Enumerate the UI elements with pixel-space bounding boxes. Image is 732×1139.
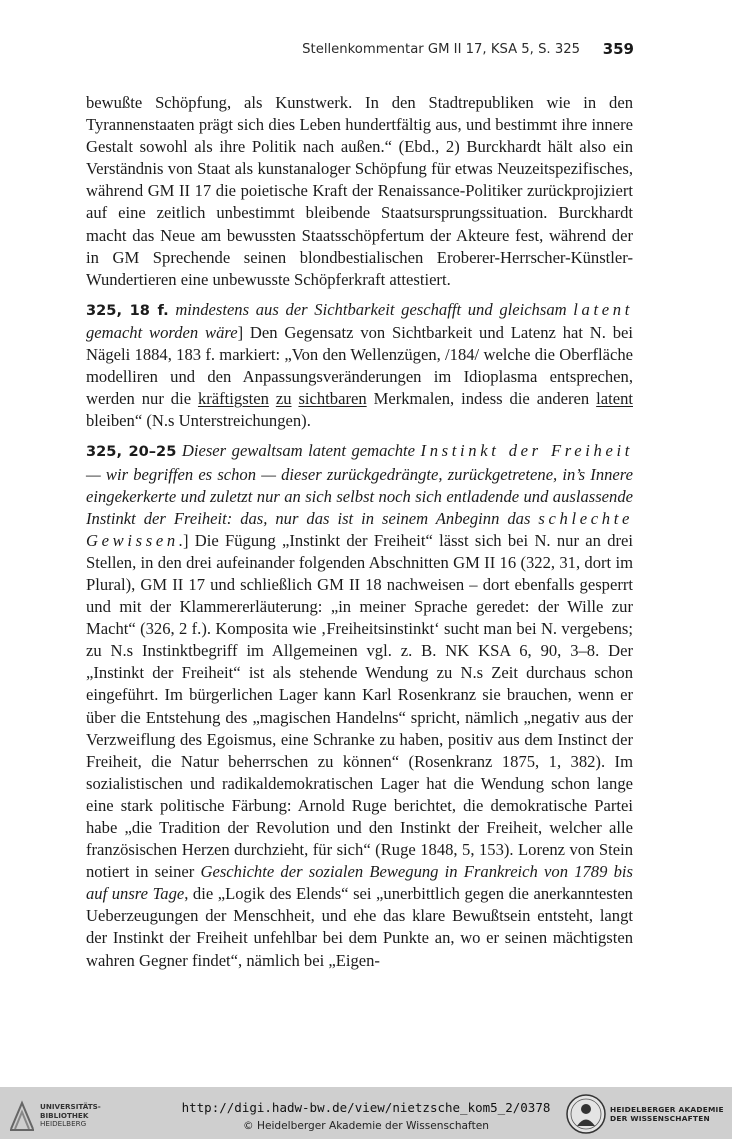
lemma-text: Dieser gewaltsam latent gemachte xyxy=(176,441,421,461)
lemma-text: . xyxy=(178,530,183,550)
text-run: bleiben“ (N.s Unterstreichungen). xyxy=(86,411,311,431)
lemma-text: — wir begriffen es schon — dieser zurückgedrängte, zurückgetretene, in’s Innere eingekerkerte und zuletzt nur an sich selbst noch sich entladende und auslassende Instinkt der Freiheit: das, nur das ist in seinem Anbeginn das xyxy=(86,464,633,528)
library-name-line: HEIDELBERG xyxy=(40,1119,87,1129)
text-run: bewußte Schöpfung, als Kunstwerk. In den Stadtrepubliken wie in den Tyrannenstaaten prägt sich dies Leben hundertfältig aus, und bestimmt ihre innere Gestalt sowohl als ihre Politik nach außen.“ (Ebd., 2) Burckhardt hält also ein Verständnis von Staat als kunstanaloger Schöpfung für etwas Neuzeitspezifisches, während GM II 17 die poietische Kraft der Renaissance-Politiker zurückprojiziert auf eine zeitlich unbestimmt bleibende Staatsursprungssituation. Burckhardt macht das Neue am bewussten Staatsschöpfertum der Akteure fest, während der in GM Sprechende seinen blondbestialischen Eroberer-Herrscher-Künstler-Wundertieren eine unbewusste Schöpferkraft attestiert. xyxy=(86,93,633,289)
running-header xyxy=(86,40,634,64)
footer-copyright: © Heidelberger Akademie der Wissenschaften xyxy=(243,1120,489,1132)
underlined-word: zu xyxy=(275,389,292,409)
commentary-paragraph xyxy=(86,299,633,433)
library-name-line: UNIVERSITÄTS- xyxy=(40,1102,101,1111)
commentary-paragraph xyxy=(86,440,633,971)
lemma-text: mindestens aus der Sichtbarkeit geschafft und gleichsam xyxy=(168,299,574,319)
academy-logo[interactable] xyxy=(566,1093,732,1137)
spaced-emphasis: latent xyxy=(573,299,633,319)
lemma-text: Geschichte der sozialen Bewegung in Frankreich von 1789 bis auf unsre Tage xyxy=(86,862,633,904)
commentary-body xyxy=(86,92,633,972)
text-run xyxy=(269,389,276,408)
footer-url-link[interactable]: http://digi.hadw-bw.de/view/nietzsche_kom5_2/0378 xyxy=(181,1100,551,1115)
lemma-reference: 325, 20–25 xyxy=(86,443,177,461)
underlined-word: sichtbaren xyxy=(298,389,367,409)
commentary-paragraph xyxy=(86,92,633,291)
text-run: Merkmalen, indess die anderen xyxy=(366,389,597,409)
text-run: , die „Logik des Elends“ sei „unerbittlich gegen die anerkanntesten Ueberzeugungen der Menschheit, und ehe das klare Bewußtsein entsteht, langt der Instinkt der Freiheit unfehlbar bei dem Punkte an, wo er seinen mächtigsten wahren Gegner findet“, nämlich bei „Eigen- xyxy=(86,884,633,970)
lemma-reference: 325, 18 f. xyxy=(86,301,169,319)
running-title: Stellenkommentar GM II 17, KSA 5, S. 325 xyxy=(302,42,580,57)
page-number: 359 xyxy=(602,40,634,58)
text-run: ] Den Gegensatz von Sichtbarkeit und Latenz hat N. bei Nägeli 1884, 183 f. markiert: „Von den Wellenzügen, /184/ welche die Oberfläche modelliren und den Anpassungsveränderungen im Idioplasma entsprechen, werden nur die xyxy=(86,322,634,409)
academy-name xyxy=(610,1105,724,1124)
academy-seal-icon xyxy=(566,1093,606,1135)
spaced-emphasis: Instinkt der Freiheit xyxy=(420,441,633,461)
spaced-emphasis: schlechte Gewissen xyxy=(86,508,633,550)
academy-name-line: HEIDELBERGER AKADEMIE xyxy=(610,1105,724,1114)
underlined-word: latent xyxy=(596,389,633,409)
underlined-word: kräftigsten xyxy=(197,389,269,409)
academy-name-line: DER WISSENSCHAFTEN xyxy=(610,1114,710,1124)
footer-bar xyxy=(0,1087,732,1139)
library-name-line: BIBLIOTHEK xyxy=(40,1110,89,1120)
text-run: ] Die Fügung „Instinkt der Freiheit“ lässt sich bei N. nur an drei Stellen, in den drei aufeinander folgenden Abschnitten GM II 16 (322, 31, dort im Plural), GM II 17 und schließlich GM II 18 nachweisen – dort ebenfalls gesperrt und mit der Klammererläuterung: „in meiner Sprache geredet: der Wille zur Macht“ (326, 2 f.). Komposita wie ‚Freiheitsinstinkt‘ sucht man bei N. vergebens; zu N.s Instinktbegriff im Allgemeinen vgl. z. B. NK KSA 6, 90, 3–8. Der „Instinkt der Freiheit“ ist als stehende Wendung zu N.s Zeit durchaus schon eingeführt. Im bürgerlichen Lager kann Karl Rosenkranz sie brauchen, wenn er über die Entstehung des „magischen Handelns“ spricht, nämlich „negativ aus der Verzweiflung des Egoismus, eine Schranke zu haben, positiv aus dem Instinct der Freiheit, die Natur beherrschen zu können“ (Rosenkranz 1875, 1, 382). Im sozialistischen und radikaldemokratischen Lager hat die Wendung schon lange eine stark politische Färbung: Arnold Ruge berichtet, die demokratische Partei habe „die Tradition der Revolution und den Instinkt der Freiheit, welcher alle französischen Herzen durchzieht, für sich“ (Ruge 1848, 5, 153). Lorenz von Stein notiert in seiner xyxy=(86,530,633,882)
lemma-text: gemacht worden wäre xyxy=(86,322,238,342)
